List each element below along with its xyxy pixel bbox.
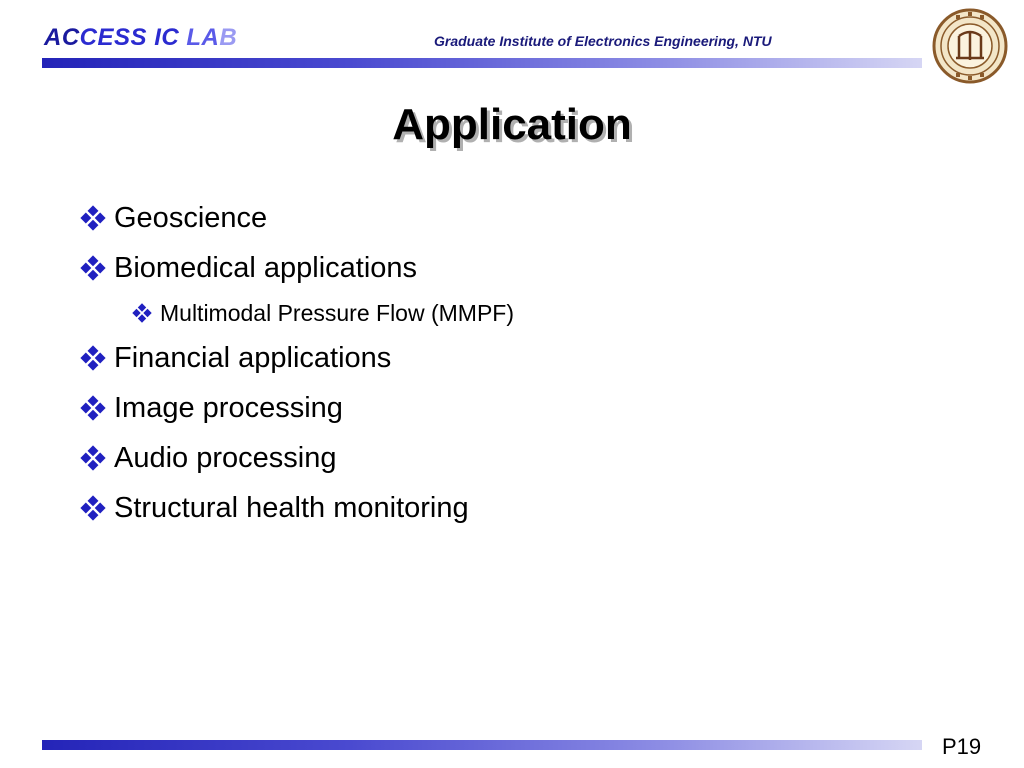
sub-bullet-item [80, 293, 514, 333]
diamond-bullet-icon [80, 495, 106, 521]
header-gradient-bar [42, 58, 922, 68]
diamond-bullet-icon [80, 345, 106, 371]
bullet-item [80, 383, 514, 433]
lab-logo-text [44, 24, 237, 52]
lab-name-part: B [219, 24, 238, 51]
university-seal-icon [932, 8, 1008, 84]
bullet-item [80, 333, 514, 383]
bullet-item [80, 243, 514, 293]
diamond-bullet-icon [80, 255, 106, 281]
institute-name: Graduate Institute of Electronics Engineering, NTU [434, 33, 772, 49]
diamond-bullet-icon [132, 303, 152, 323]
page-number: P19 [942, 734, 982, 759]
bullet-item [80, 483, 514, 533]
footer-gradient-bar [42, 740, 922, 750]
bullet-text: Geoscience [114, 201, 268, 234]
bullet-text: Biomedical applications [114, 251, 418, 284]
bullet-text: Image processing [114, 391, 343, 424]
lab-name-part: LA [179, 24, 220, 51]
bullet-item [80, 433, 514, 483]
diamond-bullet-icon [80, 445, 106, 471]
bullet-list [80, 193, 514, 533]
bullet-text: Audio processing [114, 441, 337, 474]
slide-title: Application [392, 100, 632, 149]
diamond-bullet-icon [80, 205, 106, 231]
bullet-text: Financial applications [114, 341, 392, 374]
diamond-bullet-icon [80, 395, 106, 421]
lab-name-part: CESS IC [79, 24, 180, 51]
lab-name-part: AC [44, 24, 80, 51]
bullet-item [80, 193, 514, 243]
bullet-text: Structural health monitoring [114, 491, 469, 524]
bullet-text: Multimodal Pressure Flow (MMPF) [160, 299, 514, 326]
